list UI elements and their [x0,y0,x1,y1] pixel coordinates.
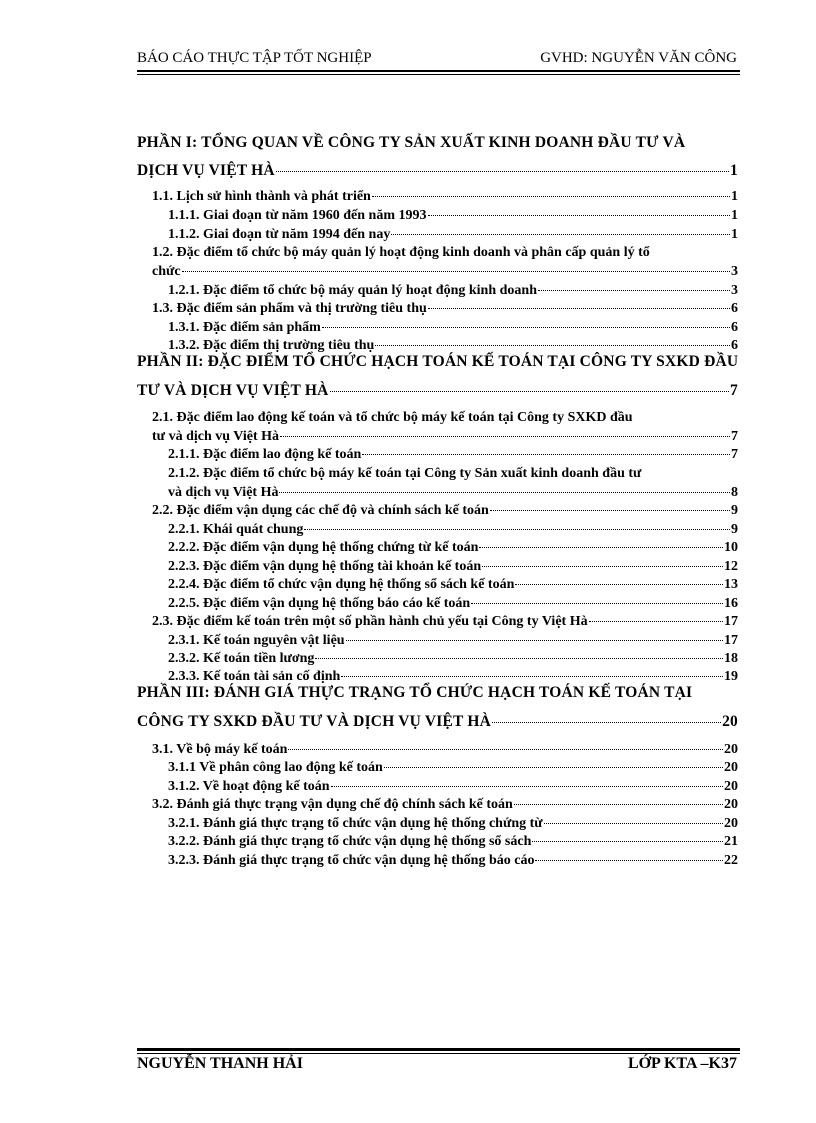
toc-page-number: 13 [724,577,738,592]
toc-part1-title-line2: DỊCH VỤ VIỆT HÀ [137,162,275,179]
toc-entry-2-3-2 [168,651,738,667]
toc-part3-title-line1: PHẦN III: ĐÁNH GIÁ THỰC TRẠNG TỔ CHỨC HẠCH TOÁN KẾ TOÁN TẠI [137,684,693,701]
toc-entry-label: 1.3.1. Đặc điểm sản phẩm [168,320,321,335]
header-rule-thin [137,74,740,75]
toc-leader [346,640,723,641]
toc-page-number: 7 [730,382,738,399]
toc-page-number: 12 [724,559,738,574]
toc-entry-label: 2.3.2. Kế toán tiền lương [168,651,315,666]
toc-leader [471,603,723,604]
toc-page-number: 6 [731,301,738,316]
toc-leader [532,841,723,842]
toc-entry-3-2-2 [168,834,738,850]
toc-entry-1-3-1 [168,320,738,336]
toc-entry-2-2-2 [168,540,738,556]
toc-page-number: 8 [731,485,738,500]
toc-entry-label: 1.3.2. Đặc điểm thị trường tiêu thụ [168,338,375,353]
toc-entry-2-1-2-line1: 2.1.2. Đặc điểm tổ chức bộ máy kế toán tại Công ty Sản xuất kinh doanh đầu tư [168,466,642,481]
toc-page-number: 20 [724,779,738,794]
toc-leader [544,823,723,824]
toc-entry-label: và dịch vụ Việt Hà [168,485,279,500]
toc-entry-3-1-2 [168,779,738,795]
toc-leader [331,786,723,787]
toc-leader [492,722,721,723]
toc-leader [330,391,730,392]
toc-entry-label: 1.3. Đặc điểm sản phẩm và thị trường tiêu thụ [152,301,427,316]
toc-leader [375,345,730,346]
toc-entry-1-1 [152,189,738,205]
toc-entry-label: 3.2. Đánh giá thực trạng vận dụng chế độ chính sách kế toán [152,797,513,812]
toc-entry-label: 2.3.3. Kế toán tài sản cố định [168,669,341,684]
toc-page-number: 16 [724,596,738,611]
footer-author: NGUYỄN THANH HẢI [137,1055,303,1072]
toc-page-number: 1 [730,162,738,179]
page-header [137,50,737,70]
toc-entry-2-3-1 [168,633,738,649]
toc-entry-label: tư và dịch vụ Việt Hà [152,429,280,444]
toc-leader [304,529,730,530]
toc-entry-1-1-2 [168,227,738,243]
toc-part2-title-line2: TƯ VÀ DỊCH VỤ VIỆT HÀ [137,382,329,399]
toc-page-number: 21 [724,834,738,849]
toc-page-number: 20 [722,713,738,730]
toc-leader [322,327,730,328]
toc-entry-1-3-2 [168,338,738,354]
toc-leader [280,436,730,437]
toc-part1-title-line1: PHẦN I: TỔNG QUAN VỀ CÔNG TY SẢN XUẤT KINH DOANH ĐẦU TƯ VÀ [137,134,686,151]
toc-entry-label: 2.1.1. Đặc điểm lao động kế toán [168,447,362,462]
toc-entry-label: 3.1.1 Về phân công lao động kế toán [168,760,383,775]
toc-page-number: 1 [731,189,738,204]
toc-leader [490,510,730,511]
toc-entry-label: 2.2.2. Đặc điểm vận dụng hệ thống chứng từ kế toán [168,540,479,555]
toc-entry-label: 2.3. Đặc điểm kế toán trên một số phần hành chủ yếu tại Công ty Việt Hà [152,614,588,629]
footer-rule-thick [137,1048,740,1051]
toc-leader [514,804,723,805]
toc-entry-2-1 [152,429,738,445]
toc-leader [589,621,723,622]
toc-page-number: 9 [731,503,738,518]
toc-entry-label: 2.2.4. Đặc điểm tổ chức vận dụng hệ thống sổ sách kế toán [168,577,515,592]
toc-leader [428,215,731,216]
toc-entry-1-1-1 [168,208,738,224]
toc-entry-2-2 [152,503,738,519]
toc-page-number: 3 [731,283,738,298]
toc-page-number: 17 [724,614,738,629]
toc-page-number: 17 [724,633,738,648]
toc-page-number: 7 [731,429,738,444]
toc-leader [538,290,730,291]
toc-entry-2-2-1 [168,522,738,538]
toc-page-number: 20 [724,760,738,775]
toc-entry-label: 3.1. Về bộ máy kế toán [152,742,288,757]
toc-entry-label: 2.2.1. Khái quát chung [168,522,304,537]
toc-leader [182,271,730,272]
toc-entry-1-2-line1: 1.2. Đặc điểm tổ chức bộ máy quản lý hoạt động kinh doanh và phân cấp quản lý tổ [152,245,650,260]
toc-page-number: 18 [724,651,738,666]
toc-entry-2-2-5 [168,596,738,612]
toc-leader [276,171,729,172]
toc-entry-1-2 [152,264,738,280]
toc-leader [482,566,723,567]
toc-leader [428,308,730,309]
toc-entry-2-3-3 [168,669,738,685]
toc-entry-2-1-2 [168,485,738,501]
toc-part2-entry [137,382,738,400]
header-rule-thick [137,70,740,72]
toc-entry-3-2 [152,797,738,813]
toc-leader [279,492,730,493]
toc-entry-2-2-4 [168,577,738,593]
toc-leader [315,658,723,659]
toc-part1-entry [137,162,738,180]
toc-entry-label: 3.2.2. Đánh giá thực trạng tổ chức vận dụng hệ thống sổ sách [168,834,532,849]
toc-entry-3-1 [152,742,738,758]
toc-entry-label: 3.2.1. Đánh giá thực trạng tổ chức vận dụng hệ thống chứng từ [168,816,543,831]
toc-entry-label: 2.2. Đặc điểm vận dụng các chế độ và chính sách kế toán [152,503,489,518]
toc-page-number: 20 [724,816,738,831]
toc-entry-label: 1.2.1. Đặc điểm tổ chức bộ máy quản lý hoạt động kinh doanh [168,283,537,298]
page-footer [137,1055,737,1079]
toc-part2-title-line1: PHẦN II: ĐẶC ĐIỂM TỔ CHỨC HẠCH TOÁN KẾ TOÁN TẠI CÔNG TY SXKD ĐẦU [137,353,739,370]
toc-page-number: 6 [731,320,738,335]
header-report-title: BÁO CÁO THỰC TẬP TỐT NGHIỆP [137,50,372,66]
toc-page-number: 9 [731,522,738,537]
toc-entry-label: 1.1.2. Giai đoạn từ năm 1994 đến nay [168,227,391,242]
toc-part3-title-line2: CÔNG TY SXKD ĐẦU TƯ VÀ DỊCH VỤ VIỆT HÀ [137,713,491,730]
toc-entry-1-3 [152,301,738,317]
toc-leader [362,454,730,455]
toc-page-number: 6 [731,338,738,353]
toc-entry-3-1-1 [168,760,738,776]
toc-entry-2-1-1 [168,447,738,463]
toc-entry-label: 2.2.3. Đặc điểm vận dụng hệ thống tài khoản kế toán [168,559,482,574]
toc-entry-3-2-1 [168,816,738,832]
toc-entry-label: 2.2.5. Đặc điểm vận dụng hệ thống báo cáo kế toán [168,596,471,611]
toc-page-number: 20 [724,742,738,757]
toc-leader [384,767,723,768]
toc-part3-entry [137,713,738,731]
toc-leader [372,196,730,197]
toc-entry-label: 3.2.3. Đánh giá thực trạng tổ chức vận dụng hệ thống báo cáo [168,853,535,868]
toc-entry-label: 1.1. Lịch sử hình thành và phát triển [152,189,371,204]
toc-leader [535,860,723,861]
toc-leader [515,584,723,585]
header-supervisor: GVHD: NGUYỄN VĂN CÔNG [540,50,737,66]
toc-entry-2-2-3 [168,559,738,575]
toc-page-number: 7 [731,447,738,462]
toc-page-number: 3 [731,264,738,279]
toc-leader [479,547,723,548]
toc-entry-label: 2.3.1. Kế toán nguyên vật liệu [168,633,345,648]
toc-entry-2-3 [152,614,738,630]
toc-entry-label: chức [152,264,181,279]
toc-page-number: 19 [724,669,738,684]
footer-rule-thin [137,1053,740,1054]
toc-page-number: 1 [731,227,738,242]
toc-page-number: 22 [724,853,738,868]
toc-entry-label: 1.1.1. Giai đoạn từ năm 1960 đến năm 1993 [168,208,427,223]
toc-entry-1-2-1 [168,283,738,299]
toc-leader [341,676,723,677]
toc-leader [288,749,723,750]
toc-entry-label: 3.1.2. Về hoạt động kế toán [168,779,330,794]
footer-class: LỚP KTA –K37 [627,1055,737,1072]
toc-entry-3-2-3 [168,853,738,869]
toc-page-number: 20 [724,797,738,812]
toc-page-number: 1 [731,208,738,223]
toc-page-number: 10 [724,540,738,555]
toc-leader [391,234,730,235]
toc-entry-2-1-line1: 2.1. Đặc điểm lao động kế toán và tổ chức bộ máy kế toán tại Công ty SXKD đầu [152,410,633,425]
